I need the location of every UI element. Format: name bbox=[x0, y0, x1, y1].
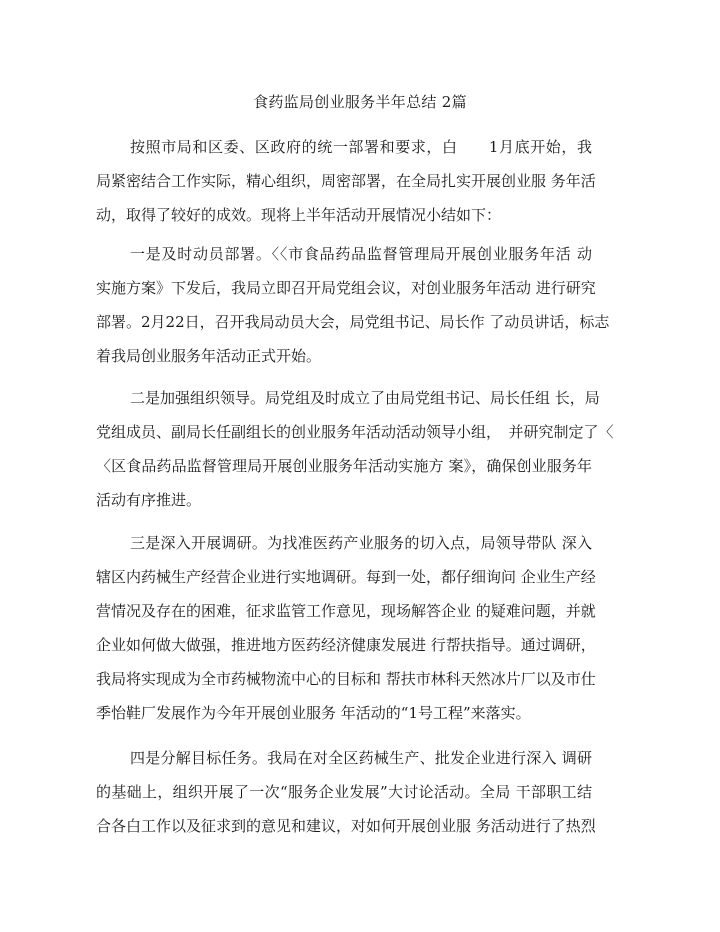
text-line: 按照市局和区委、区政府的统一部署和要求，白 1月底开始，我 bbox=[130, 138, 592, 156]
paragraph-mobilization bbox=[96, 237, 610, 373]
text-line: 局紧密结合工作实际，精心组织，周密部署，在全局扎实开展创业服 务年活 bbox=[96, 172, 596, 190]
paragraph-leadership bbox=[96, 381, 614, 517]
text-line: 二是加强组织领导。局党组及时成立了由局党组书记、局长任组 长，局 bbox=[130, 389, 600, 407]
text-line: 企业如何做大做强，推进地方医药经济健康发展进 行帮扶指导。通过调研， bbox=[96, 636, 596, 654]
document-title: 食药监局创业服务半年总结 2篇 bbox=[253, 93, 467, 111]
paragraph-intro bbox=[96, 130, 596, 232]
paragraph-research bbox=[96, 526, 596, 730]
text-line: 一是及时动员部署。〈〈市食品药品监督管理局开展创业服务年活 动 bbox=[130, 245, 592, 263]
text-line: 党组成员、副局长任副组长的创业服务年活动活动领导小组， 并研究制定了〈 bbox=[96, 423, 614, 441]
text-line: 着我局创业服务年活动正式开始。 bbox=[96, 347, 322, 365]
text-line: 实施方案》下发后，我局立即召开局党组会议，对创业服务年活动 进行研究 bbox=[96, 279, 596, 297]
text-line: 三是深入开展调研。为找准医药产业服务的切入点，局领导带队 深入 bbox=[130, 534, 592, 552]
text-line: 营情况及存在的困难，征求监管工作意见，现场解答企业 的疑难问题，并就 bbox=[96, 602, 596, 620]
text-line: 的基础上，组织开展了一次“服务企业发展”大讨论活动。全局 干部职工结 bbox=[96, 783, 592, 801]
text-line: 动，取得了较好的成效。现将上半年活动开展情况小结如下： bbox=[96, 206, 502, 224]
text-line: 辖区内药械生产经营企业进行实地调研。每到一处，都仔细询问 企业生产经 bbox=[96, 568, 596, 586]
text-line: 〈区食品药品监督管理局开展创业服务年活动实施方 案》，确保创业服务年 bbox=[96, 457, 592, 475]
paragraph-targets bbox=[96, 741, 596, 843]
text-line: 我局将实现成为全市药械物流中心的目标和 帮扶市林科天然冰片厂以及市仕 bbox=[96, 670, 596, 688]
text-line: 季怡鞋厂发展作为今年开展创业服务 年活动的“1号工程”来落实。 bbox=[96, 704, 531, 722]
text-line: 四是分解目标任务。我局在对全区药械生产、批发企业进行深入 调研 bbox=[130, 749, 592, 767]
text-line: 活动有序推进。 bbox=[96, 491, 202, 509]
text-line: 合各白工作以及征求到的意见和建议，对如何开展创业服 务活动进行了热烈 bbox=[96, 817, 596, 835]
text-line: 部署。2月22日，召开我局动员大会，局党组书记、局长作 了动员讲话，标志 bbox=[96, 313, 610, 331]
